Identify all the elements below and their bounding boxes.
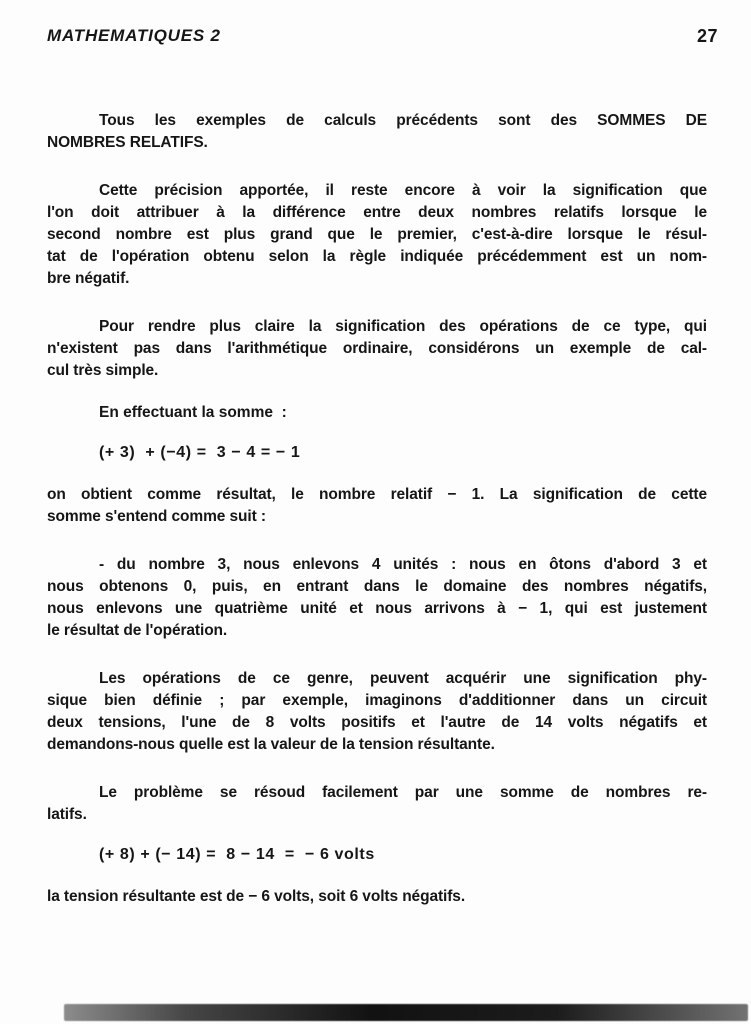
formula: (+ 8) + (− 14) = 8 − 14 = − 6 volts xyxy=(99,846,375,863)
text-line: bre négatif. xyxy=(47,270,130,287)
text-line: deux tensions, l'une de 8 volts positifs et l'autre de 14 volts négatifs et xyxy=(47,714,707,731)
text-line: Les opérations de ce genre, peuvent acquérir une signification phy- xyxy=(99,670,707,687)
text-line: le résultat de l'opération. xyxy=(47,622,228,639)
text-line: Tous les exemples de calculs précédents sont des SOMMES DE xyxy=(99,112,707,129)
paragraph xyxy=(47,886,707,908)
text-line: somme s'entend comme suit : xyxy=(47,508,266,525)
text-line: l'on doit attribuer à la différence entre deux nombres relatifs lorsque le xyxy=(47,204,707,221)
text-line: on obtient comme résultat, le nombre relatif − 1. La signification de cette xyxy=(47,486,707,503)
scan-shadow-artifact xyxy=(64,1004,748,1021)
text-line: nous enlevons une quatrième unité et nous arrivons à − 1, qui est justement xyxy=(47,600,707,617)
document-body xyxy=(47,84,707,908)
paragraph xyxy=(47,316,707,382)
text-line: demandons-nous quelle est la valeur de la tension résultante. xyxy=(47,736,495,753)
text-line: la tension résultante est de − 6 volts, soit 6 volts négatifs. xyxy=(47,888,466,905)
text-line: tat de l'opération obtenu selon la règle indiquée précédemment est un nom- xyxy=(47,248,707,265)
document-title: MATHEMATIQUES 2 xyxy=(47,26,221,45)
text-line: - du nombre 3, nous enlevons 4 unités : nous en ôtons d'abord 3 et xyxy=(99,556,707,573)
paragraph xyxy=(47,110,707,154)
text-line: second nombre est plus grand que le premier, c'est-à-dire lorsque le résul- xyxy=(47,226,707,243)
formula: (+ 3) + (−4) = 3 − 4 = − 1 xyxy=(99,444,301,461)
paragraph xyxy=(47,668,707,756)
text-line: NOMBRES RELATIFS. xyxy=(47,134,208,151)
text-line: cul très simple. xyxy=(47,362,159,379)
page-header xyxy=(47,26,718,47)
text-line: Pour rendre plus claire la signification des opérations de ce type, qui xyxy=(99,318,707,335)
paragraph xyxy=(47,782,707,826)
page-number: 27 xyxy=(696,26,718,46)
paragraph xyxy=(47,484,707,528)
paragraph xyxy=(47,180,707,290)
text-line: latifs. xyxy=(47,806,87,823)
text-line: n'existent pas dans l'arithmétique ordinaire, considérons un exemple de cal- xyxy=(47,340,707,357)
text-line: sique bien définie ; par exemple, imaginons d'additionner dans un circuit xyxy=(47,692,707,709)
text-line: Le problème se résoud facilement par une somme de nombres re- xyxy=(99,784,707,801)
text-line: nous obtenons 0, puis, en entrant dans le domaine des nombres négatifs, xyxy=(47,578,707,595)
lead-line: En effectuant la somme : xyxy=(99,404,287,421)
paragraph xyxy=(47,554,707,642)
text-line: Cette précision apportée, il reste encore à voir la signification que xyxy=(99,182,707,199)
